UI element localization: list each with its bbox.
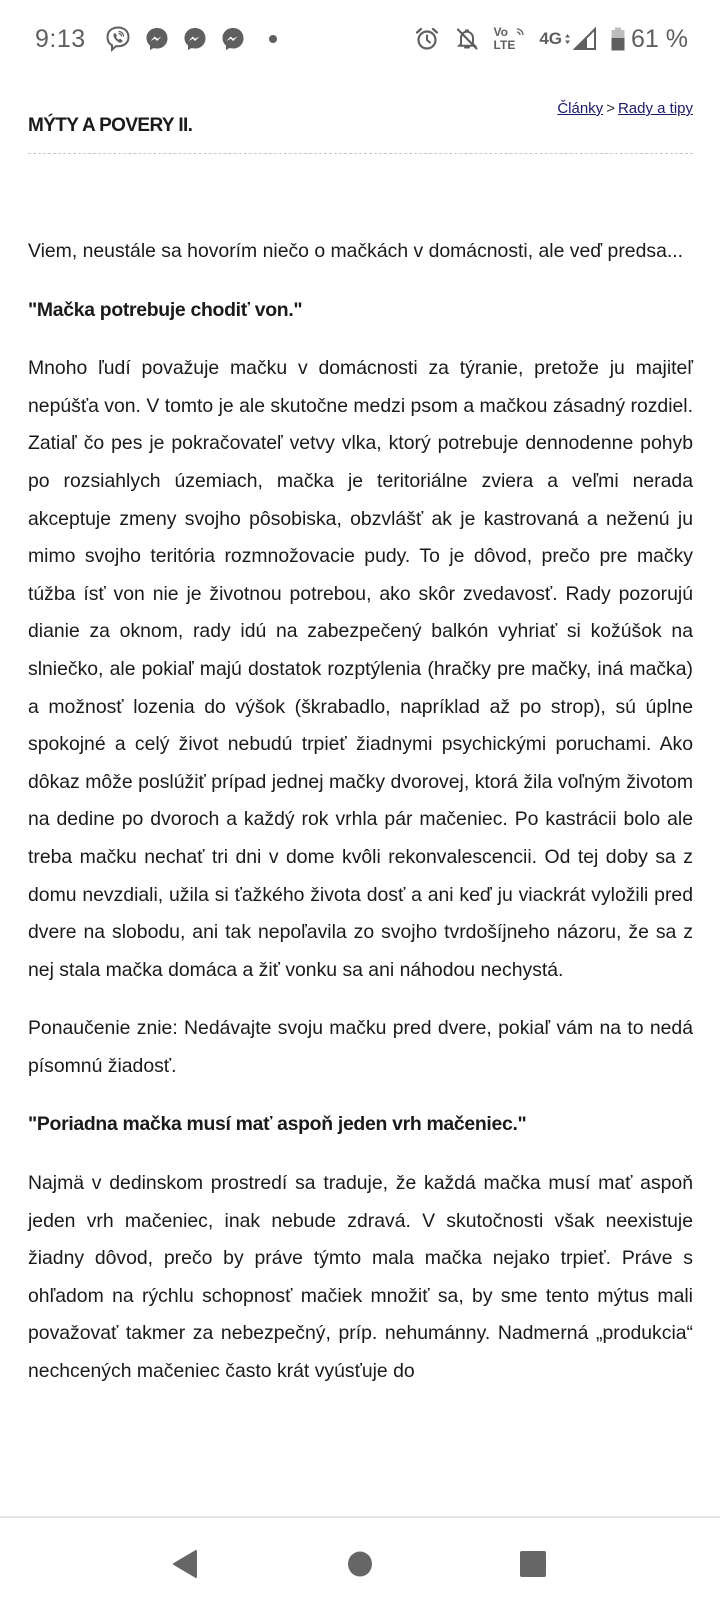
- notifications-off-icon: [454, 26, 480, 52]
- article-paragraph: Najmä v dedinskom prostredí sa traduje, že každá mačka musí mať aspoň jeden vrh mačeniec, inak nebude zdravá. V skutočnosti však neexistuje žiadny dôvod, prečo by práve týmto mala mačka nejako trpieť. Práve s ohľadom na rýchlu schopnosť mačiek množiť sa, by sme tento mýtus mali považovať takmer za nebezpečný, príp. nehumánny. Nadmerná „produkcia“ nechcených mačeniec často krát vyúsťuje do: [28, 1172, 693, 1383]
- breadcrumb: [557, 100, 693, 117]
- status-time: 9:13: [35, 24, 86, 53]
- breadcrumb-separator: >: [606, 100, 615, 117]
- battery-icon: [611, 27, 625, 51]
- viber-icon: [104, 25, 132, 53]
- page-title: MÝTY A POVERY II.: [28, 115, 193, 136]
- breadcrumb-link-tips[interactable]: Rady a tipy: [617, 100, 693, 117]
- network-type: 4G: [539, 29, 563, 48]
- article-body: [28, 233, 693, 1412]
- page-header: [28, 90, 693, 154]
- article-paragraph: Ponaučenie znie: Nedávajte svoju mačku pred dvere, pokiaľ vám na to nedá písomnú žiadosť.: [28, 1017, 693, 1077]
- article-subheading: "Mačka potrebuje chodiť von.": [28, 298, 303, 321]
- messenger-icon: [182, 26, 208, 52]
- volte-icon: [494, 26, 526, 52]
- home-button[interactable]: [340, 1544, 380, 1584]
- system-status-icons: [414, 25, 688, 54]
- back-icon: [172, 1549, 198, 1579]
- battery-fill: [612, 38, 625, 51]
- volte-top: Vo: [493, 25, 508, 39]
- 4g-data-icon: [539, 29, 571, 49]
- messenger-icon: [144, 26, 170, 52]
- article-subheading: "Poriadna mačka musí mať aspoň jeden vrh mačeniec.": [28, 1113, 527, 1136]
- article-paragraph: Mnoho ľudí považuje mačku v domácnosti za týranie, pretože ju majiteľ nepúšťa von. V tomto je ale skutočne medzi psom a mačkou zásadný rozdiel. Zatiaľ čo pes je pokračovateľ vetvy vlka, ktorý potrebuje dennodenne pohyb po rozsiahlych územiach, mačka je teritoriálne zviera a veľmi nerada akceptuje zmeny svojho pôsobiska, obzvlášť ak je kastrovaná a neženú ju mimo svojho teritória rozmnožovacie pudy. To je dôvod, prečo pre mačky túžba ísť von nie je životnou potrebou, ako skôr zvedavosť. Rady pozorujú dianie za oknom, rady idú na zabezpečený balkón vyhriať si kožúšok na slniečko, ale pokiaľ majú dostatok rozptýlenia (hračky pre mačky, iná mačka) a možnosť lozenia do výšok (škrabadlo, napríklad až po strop), sú úplne spokojné a celý život nebudú trpieť žiadnymi psychickými poruchami. Ako dôkaz môže poslúžiť prípad jednej mačky dvorovej, ktorá žila voľným životom na dedine po dvoroch a každý rok vrhla pár mačeniec. Po kastrácii bolo ale treba mačku nechať tri dni v dome kvôli rekonvalescencii. Od tej doby sa z domu nevzdiali, užila si ťažkého života dosť a ani keď ju viackrát vyložili pred dvere na slobodu, ani tak nepoľavila zo svojho tvrdošíjneho názoru, že sa z nej stala mačka domáca a žiť vonku sa ani náhodou nechystá.: [28, 357, 693, 981]
- status-bar: [0, 0, 720, 78]
- back-button[interactable]: [165, 1544, 205, 1584]
- messenger-icon: [220, 26, 246, 52]
- home-icon: [347, 1551, 373, 1577]
- volte-bottom: LTE: [493, 38, 516, 52]
- article-paragraph: Viem, neustále sa hovorím niečo o mačkách v domácnosti, ale veď predsa...: [28, 240, 684, 262]
- navigation-bar: [0, 1516, 720, 1600]
- more-notifications-dot: [268, 34, 278, 44]
- alarm-icon: [414, 26, 440, 52]
- recents-icon: [519, 1550, 547, 1578]
- breadcrumb-link-articles[interactable]: Články: [557, 100, 604, 117]
- cell-signal-icon: [573, 27, 597, 51]
- battery-percent: 61 %: [631, 24, 688, 53]
- recents-button[interactable]: [513, 1544, 553, 1584]
